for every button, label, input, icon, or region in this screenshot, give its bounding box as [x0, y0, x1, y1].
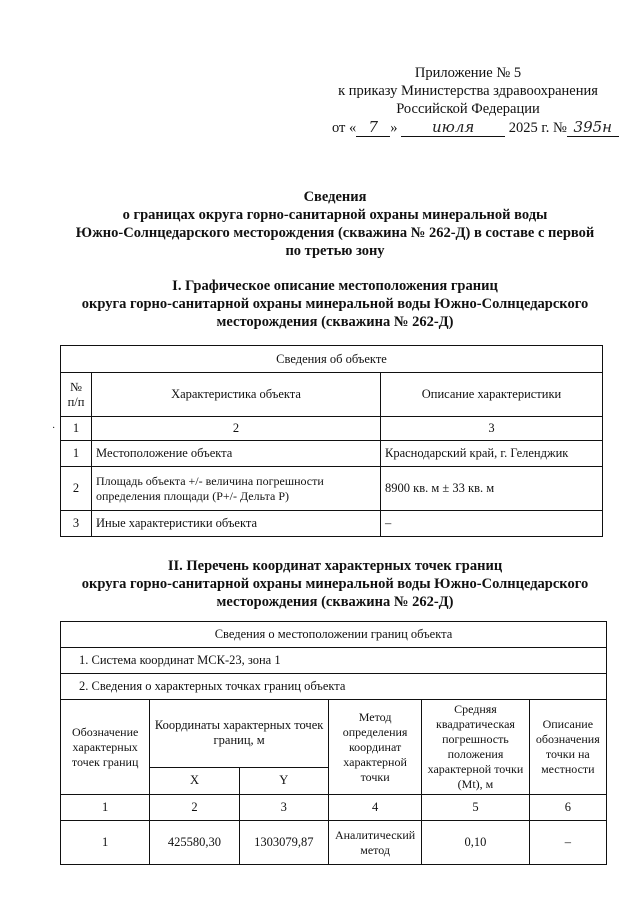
- title-line-4: по третью зону: [285, 243, 385, 259]
- row-characteristic: Местоположение объекта: [92, 441, 381, 467]
- date-prefix: от «: [332, 120, 357, 136]
- col-method-header: Метод определения координат характерной точки: [328, 700, 421, 795]
- section-1-line-1: I. Графическое описание местоположения границ: [172, 278, 498, 294]
- object-info-header: Сведения об объекте: [61, 346, 603, 373]
- boundary-info-header: Сведения о местоположении границ объекта: [61, 622, 607, 648]
- point-x: 425580,30: [150, 821, 239, 865]
- stray-mark: ·: [52, 423, 56, 434]
- appendix-date-line: [318, 118, 618, 137]
- date-year: 2025 г. №: [508, 120, 567, 136]
- point-description: –: [529, 821, 606, 865]
- col-coords-header: Координаты характерных точек границ, м: [150, 700, 329, 768]
- boundary-points-table: [60, 621, 607, 865]
- appendix-block: [318, 64, 618, 137]
- table-row: [61, 821, 607, 865]
- handwritten-month: июля: [401, 118, 505, 137]
- row-number: 3: [61, 511, 92, 537]
- index-cell: 3: [381, 417, 603, 441]
- col-point-header: Обозначение характерных точек границ: [61, 700, 150, 795]
- col-error-header: Средняя квадратическая погрешность положения характерной точки (Mt), м: [422, 700, 529, 795]
- col-x-header: X: [150, 767, 239, 794]
- section-2-line-3: месторождения (скважина № 262-Д): [216, 594, 454, 610]
- point-id: 1: [61, 821, 150, 865]
- appendix-federation: Российской Федерации: [396, 101, 540, 117]
- col-number-header: № п/п: [61, 373, 92, 417]
- index-cell: 1: [61, 417, 92, 441]
- title-line-2: о границах округа горно-санитарной охраны минеральной воды: [122, 207, 548, 223]
- handwritten-order-number: 395н: [567, 118, 619, 137]
- section-2-heading: [40, 557, 630, 611]
- index-cell: 3: [239, 795, 328, 821]
- section-1-line-2: округа горно-санитарной охраны минеральной воды Южно-Солнцедарского: [81, 296, 589, 312]
- index-cell: 6: [529, 795, 606, 821]
- object-info-table: [60, 345, 603, 537]
- appendix-order: к приказу Министерства здравоохранения: [338, 83, 598, 99]
- index-cell: 4: [328, 795, 421, 821]
- row-number: 1: [61, 441, 92, 467]
- section-2-line-1: II. Перечень координат характерных точек границ: [167, 558, 503, 574]
- characteristic-points-row: 2. Сведения о характерных точках границ объекта: [61, 674, 607, 700]
- document-title: [40, 188, 630, 260]
- coordinate-system-row: 1. Система координат МСК-23, зона 1: [61, 648, 607, 674]
- row-characteristic: Иные характеристики объекта: [92, 511, 381, 537]
- index-cell: 2: [150, 795, 239, 821]
- point-error: 0,10: [422, 821, 529, 865]
- index-cell: 1: [61, 795, 150, 821]
- point-y: 1303079,87: [239, 821, 328, 865]
- title-line-3: Южно-Солнцедарского месторождения (скважина № 262-Д) в составе с первой: [75, 225, 595, 241]
- row-description: –: [381, 511, 603, 537]
- col-y-header: Y: [239, 767, 328, 794]
- index-cell: 2: [92, 417, 381, 441]
- section-1-heading: [40, 277, 630, 331]
- table-row: [61, 467, 603, 511]
- row-description: Краснодарский край, г. Геленджик: [381, 441, 603, 467]
- row-description: 8900 кв. м ± 33 кв. м: [381, 467, 603, 511]
- date-quote: »: [390, 120, 398, 136]
- index-cell: 5: [422, 795, 529, 821]
- point-method: Аналитический метод: [328, 821, 421, 865]
- row-characteristic: Площадь объекта +/- величина погрешности определения площади (P+/- Дельта P): [92, 467, 381, 511]
- row-number: 2: [61, 467, 92, 511]
- col-description-header: Описание характеристики: [381, 373, 603, 417]
- handwritten-day: 7: [356, 118, 390, 137]
- col-characteristic-header: Характеристика объекта: [92, 373, 381, 417]
- table-row: [61, 511, 603, 537]
- title-line-1: Сведения: [303, 189, 367, 205]
- col-desc-header: Описание обозначения точки на местности: [529, 700, 606, 795]
- section-1-line-3: месторождения (скважина № 262-Д): [216, 314, 454, 330]
- table-row: [61, 441, 603, 467]
- appendix-title: Приложение № 5: [414, 65, 522, 81]
- section-2-line-2: округа горно-санитарной охраны минеральной воды Южно-Солнцедарского: [81, 576, 589, 592]
